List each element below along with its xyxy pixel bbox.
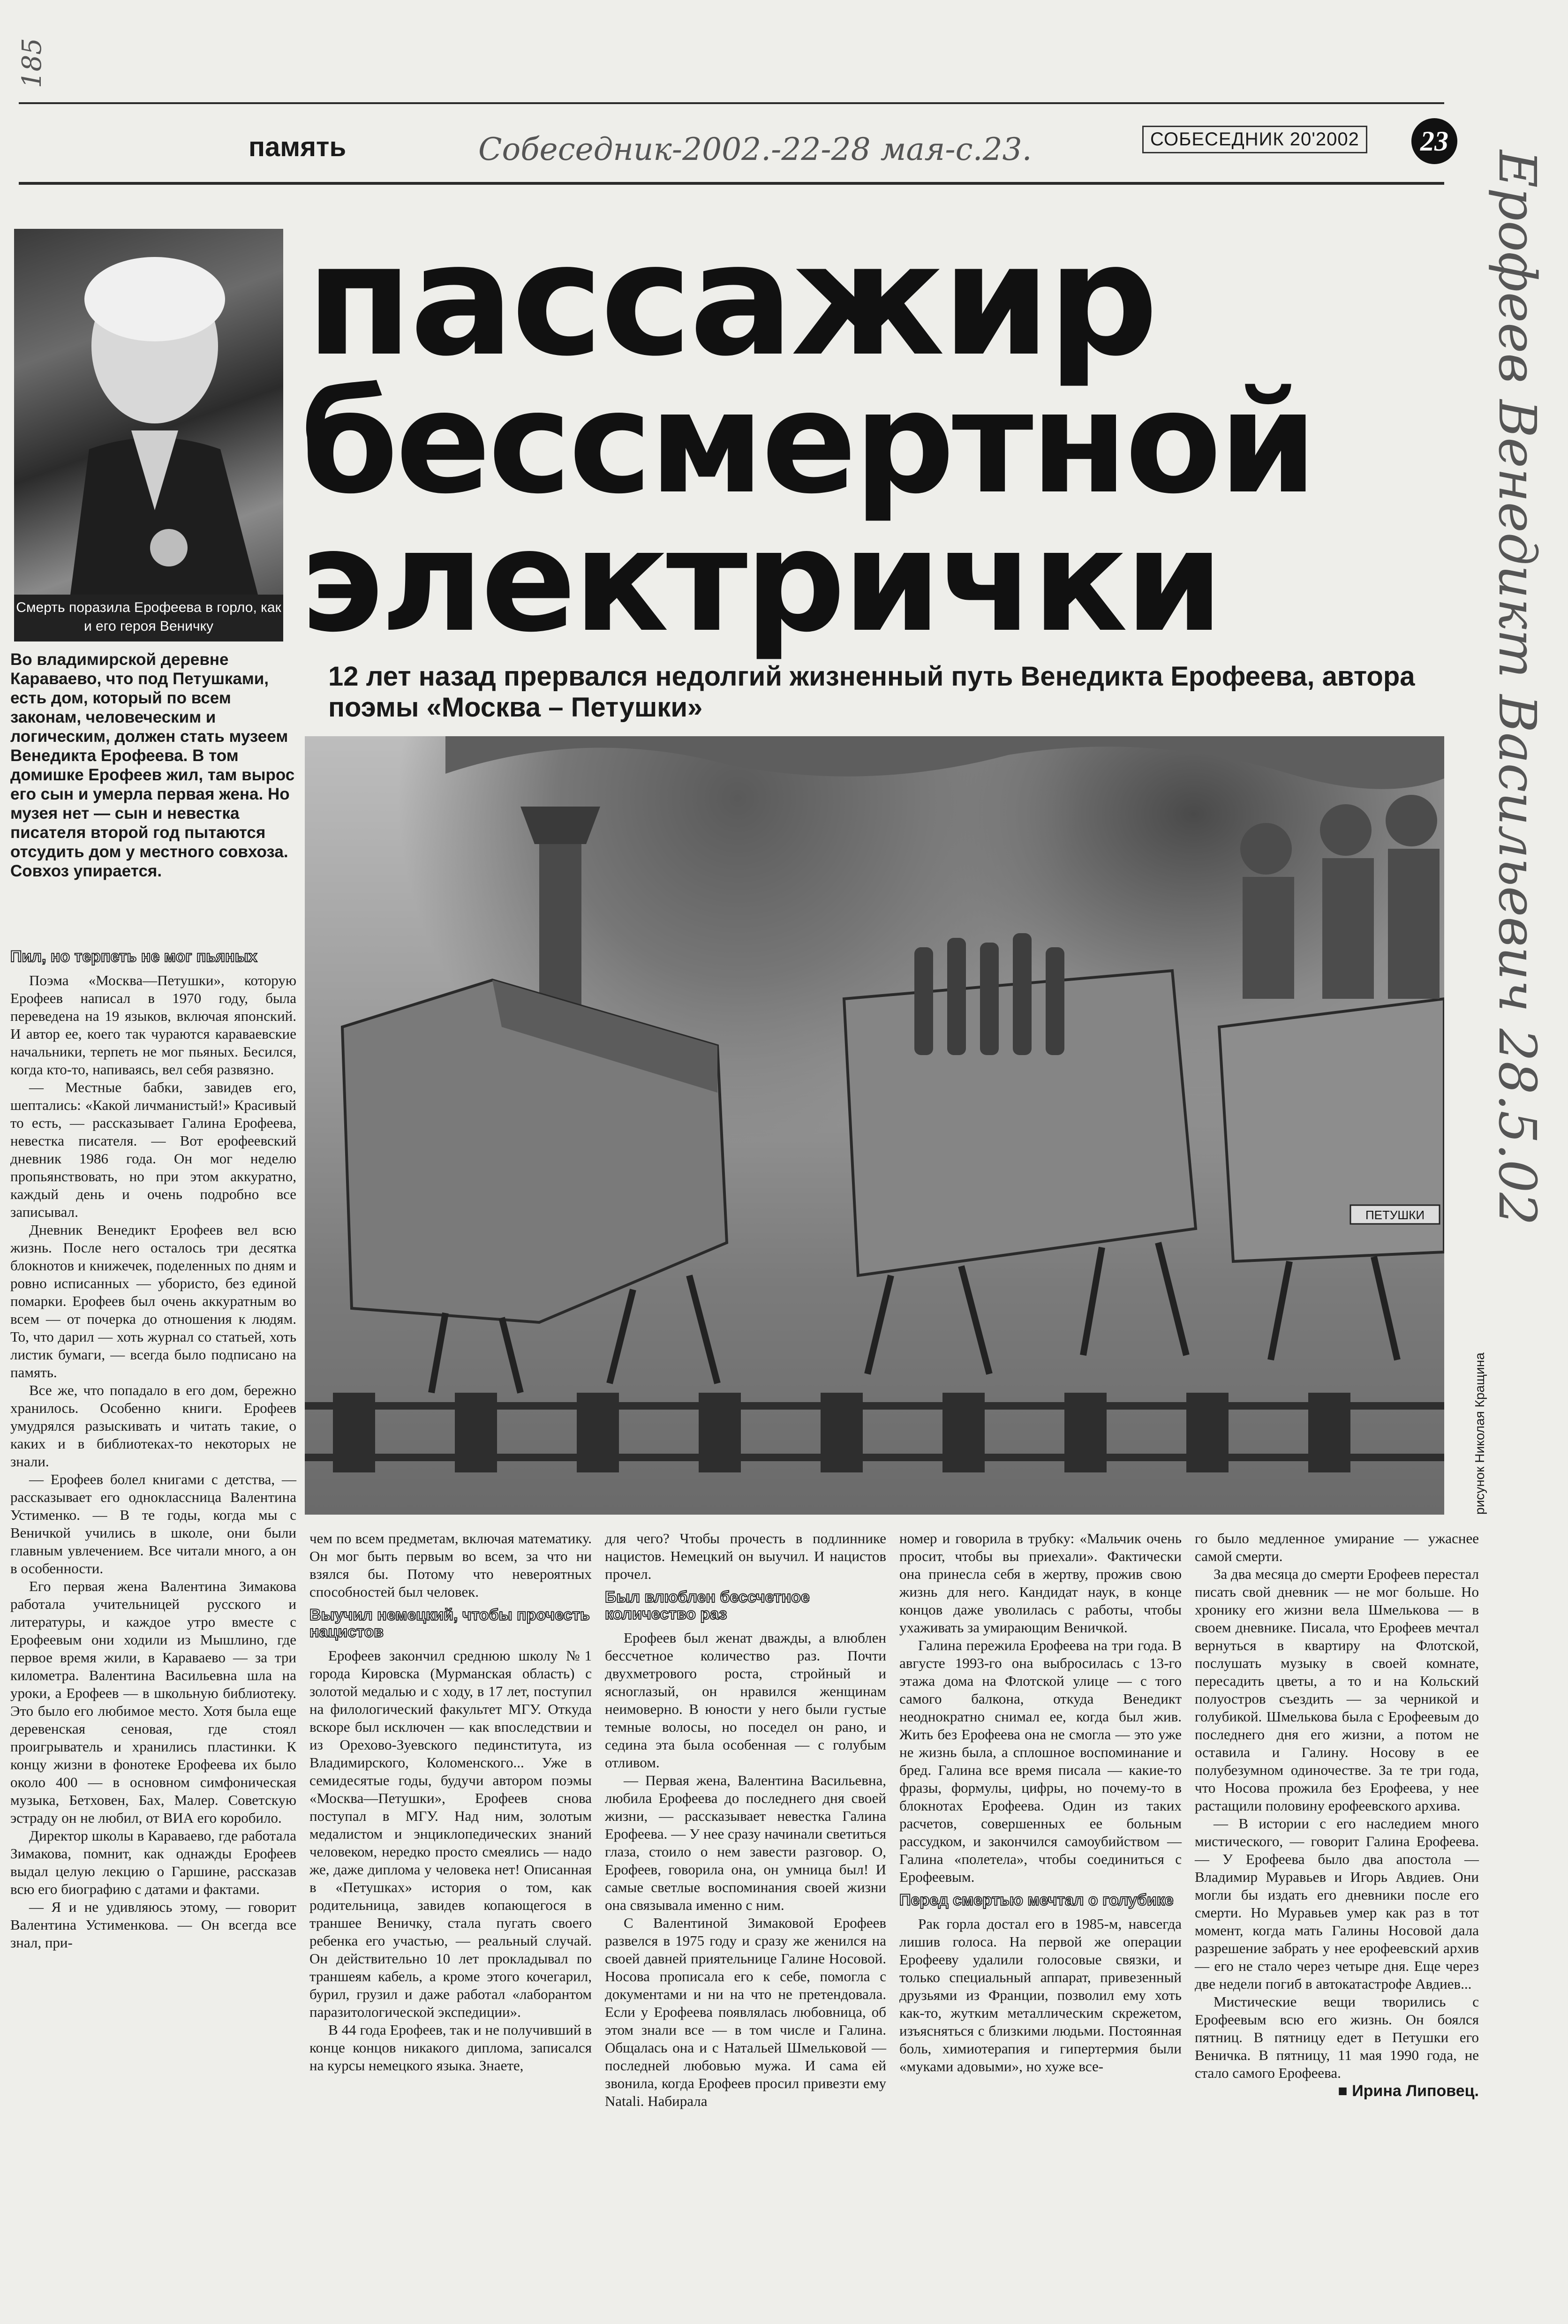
paragraph: — В истории с его наследием много мистического, — говорит Галина Ерофеева. — У Ерофеева было два апостола — Владимир Муравьев и Игорь Авдиев. Они могли бы издать его дневники после его смерти. Но Муравьев умер как раз в тот момент, когда мать Галины Носовой дала разрешение забрать у нее ерофеевский архив — его не стало через четыре дня. Еще через две недели погиб в автокатастрофе Авдиев... [1195,1815,1479,1992]
paragraph: Мистические вещи творились с Ерофеевым всю его жизнь. Он боялся пятниц. В пятницу едет в Петушки его Веничка. В пятницу, 11 мая 1990 года, не стало самого Ерофеева. [1195,1993,1479,2081]
lead-paragraph: Во владимирской деревне Караваево, что под Петушками, есть дом, который по всем законам, человеческим и логическим, должен стать музеем Венедикта Ерофеева. В том домишке Ерофеев жил, там вырос его сын и умерла первая жена. Но музея нет — сын и невестка писателя второй год пытаются отсудить дом у местного совхоза. Совхоз упирается. [10,650,295,880]
right-margin-note: Ерофеев Венедикт Васильевич 28.5.02 [1487,150,1547,1226]
headline-line-3: электрички [300,499,1221,663]
paragraph: Его первая жена Валентина Зимакова работала учительницей русского и литературы, и каждое утро вместе с Ерофеевым они ходили из Мышлино, где первое время жили, в Караваево — за три километра. Валентина Васильевна шла на уроки, а Ерофеев — в школьную библиотеку. Это было его любимое место. Хотя была еще деревенская сеновая, где стоял проигрыватель и хранились пластинки. К концу жизни в фонотеке Ерофеева их было около 400 — в основном симфоническая музыка, Бетховен, Бах, Малер. Советскую эстраду он не любил, от ВИА его коробило. [10,1578,296,1826]
headline-line-1: пассажир [306,210,1156,390]
paragraph: Галина пережила Ерофеева на три года. В августе 1993-го она выбросилась с 13-го этажа дома на Флотской улице — с того самого балкона, откуда Венедикт неоднократно снимал ее, когда был жив. Жить без Ерофеева она не смогла — это уже не жизнь была, а сплошное воспоминание и бред. Галина все время писала — какие-то фразы, формулы, цифры, но почему-то в блокнотах Ерофеева. Один из таких расчетов, совершенных ее больным рассудком, и закончился самоубийством — Галина «полетела», чтобы соединиться с Ерофеевым. [899,1637,1182,1885]
column-3 [605,1530,886,2110]
column-1 [10,943,296,1952]
paragraph: чем по всем предметам, включая математику. Он мог быть первым во всем, за что ни взялся бы. Потому что невероятных способностей был человек. [309,1530,592,1600]
paragraph: За два месяца до смерти Ерофеев перестал писать свой дневник — не мог больше. Но хронику его жизни вела Шмелькова — в своем дневнике. Писала, что Ерофеев мечтал вернуться в квартиру на Флотской, послушать музыку в своей комнате, пересадить цветы, а то и на Кольский полуостров съездить — за черникой и голубикой. Шмелькова была с Ерофеевым до последнего дня его жизни, а потом не оставила и Галину. Носову в ее полубезумном одиночестве. За те три года, что Носова прожила без Ерофеева, у нее растащили половину ерофеевского архива. [1195,1566,1479,1814]
paragraph: В 44 года Ерофеев, так и не получивший в конце концов никакого диплома, записался на курсы немецкого языка. Знаете, [309,2022,592,2074]
paragraph: — Ерофеев болел книгами с детства, — рассказывает его одноклассница Валентина Устименко. — В те годы, когда мы с Веничкой учились в школе, они были главным увлечением. Все читали много, а он в особенности. [10,1471,296,1577]
column-4-subhead: Перед смертью мечтал о голубике [899,1891,1174,1909]
photo-caption: Смерть поразила Ерофеева в горло, как и его героя Веничку [14,595,283,641]
paragraph: С Валентиной Зимаковой Ерофеев развелся в 1975 году и сразу же женился на своей давней приятельнице Галине Носовой. Носова прописала его к себе, помогла с документами и ни на что не претендовала. Если у Ерофеева появлялась любовница, об этом знали все — в том числе и Галина. Общалась она и с Натальей Шмельковой — последней любовью мужа. И сама ей звонила, когда Ерофеев просил привезти ему Natali. Набирала [605,1915,886,2109]
paragraph: Поэма «Москва—Петушки», которую Ерофеев написал в 1970 году, была переведена на 19 языков, включая японский. И автор ее, коего так чураются караваевские начальники, терпеть не мог пьяных. Бесился, когда кто-то, напиваясь, вел себя развязно. [10,972,296,1078]
paragraph: Ерофеев закончил среднюю школу №1 города Кировска (Мурманская область) с золотой медалью и с ходу, в 17 лет, поступил на филологический факультет МГУ. Откуда вскоре был исключен — как впоследствии и из Орехово-Зуевского пединститута, из Владимирского, Коломенского... Уже в семидесятые годы, будучи автором поэмы «Москва—Петушки», Ерофеев снова поступал в МГУ. Над ним, золотым медалистом и энциклопедических знаний человеком, нередко просто смеялись — надо же, даже диплома у человека нет! Описанная в «Петушках» история о том, как родительница, завидев копающегося в траншее Веничку, стала пугать своего ребенка его участью, — реальный случай. Он действительно 10 лет прокладывал по траншеям кабель, а кроме этого кочегарил, бурил, грузил и даже работал «лаборантом паразитологической экспедиции». [309,1647,592,2020]
paragraph: Рак горла достал его в 1985-м, навсегда лишив голоса. На первой же операции Ерофееву удалили голосовые связки, и только специальный аппарат, привезенный друзьями из Франции, позволил ему хоть как-то, жутким металлическим скрежетом, изъясняться с близкими людьми. Постоянная боль, химиотерапия и гипертермия были «муками адовыми», но хуже все- [899,1916,1182,2075]
paragraph: — Местные бабки, завидев его, шептались: «Какой личманистый!» Красивый то есть, — рассказывает Галина Ерофеева, невестка писателя. — Вот ерофеевский дневник 1986 года. Он мог неделю пропьянствовать, но при этом аккуратно, каждый день и очень подробно все записывал. [10,1079,296,1220]
train-drawing [305,736,1444,1515]
column-3-subhead: Был влюблен бессчетное количество раз [605,1588,810,1623]
paragraph: для чего? Чтобы прочесть в подлиннике нацистов. Немецкий он выучил. И нацистов прочел. [605,1530,886,1582]
subtitle: 12 лет назад прервался недолгий жизненный путь Венедикта Ерофеева, автора поэмы «Москва – Петушки» [328,661,1415,723]
headline-line-2: бессмертной [300,361,1315,525]
section-label: память [249,132,347,162]
column-1-subhead: Пил, но терпеть не мог пьяных [10,948,257,966]
paragraph: — Первая жена, Валентина Васильевна, любила Ерофеева до последнего дня своей жизни, — рассказывает невестка Галина Ерофеева. — У нее сразу начинали светиться глаза, стоило о нем завести разговор. О, Ерофеев, говорила она, он умница был! И самые светлые воспоминания своей жизни она связывала именно с ним. [605,1772,886,1913]
handwritten-citation: Собеседник-2002.-22-28 мая-с.23. [478,131,1032,167]
header-bottom-rule [19,182,1444,185]
header-top-rule [19,102,1444,104]
paragraph: го было медленное умирание — ужаснее самой смерти. [1195,1530,1479,1564]
illustration-credit: рисунок Николая Кращина [1472,1352,1487,1515]
portrait-figure [14,229,283,595]
paragraph: Директор школы в Караваево, где работала Зимакова, помнит, как однажды Ерофеев выдал целую лекцию о Гаршине, рассказав всю его биографию с датами и фактами. [10,1827,296,1897]
paragraph: номер и говорила в трубку: «Мальчик очень просит, чтобы вы приехали». Фактически она принесла себя в жертву, прожив свою жизнь для него. Кандидат наук, в конце концов даже уволилась с работы, чтобы ухаживать за умирающим Веничкой. [899,1530,1182,1636]
author-photo [14,229,283,595]
paragraph: Все же, что попадало в его дом, бережно хранилось. Особенно книги. Ерофеев умудрялся разыскивать и читать такие, о каких и в библиотеках-то некоторых не знали. [10,1382,296,1470]
paragraph: Дневник Венедикт Ерофеев вел всю жизнь. После него осталось три десятка блокнотов и книжечек, поделенных по дням и ровно исписанных — убористо, без единой помарки. Ерофеев был очень аккуратным во всем — от почерка до отношения к людям. То, что дарил — хоть журнал со статьей, хоть листик бумаги, — всегда было подписано на память. [10,1222,296,1381]
column-4 [899,1530,1182,2075]
publication-name: СОБЕСЕДНИК 20'2002 [1142,126,1367,153]
column-2-subhead: Выучил немецкий, чтобы прочесть нацистов [309,1606,590,1641]
column-2 [309,1530,592,2075]
paragraph: Ерофеев был женат дважды, а влюблен бессчетное количество раз. Почти двухметрового роста, стройный и ясноглазый, он нравился женщинам неимоверно. В юности у него были густые темные волосы, но поседел он рано, и седина эта была особенная — с голубым отливом. [605,1630,886,1771]
author-signature: ■ Ирина Липовец. [1338,2082,1479,2100]
paragraph: — Я и не удивляюсь этому, — говорит Валентина Устименкова. — Он всегда все знал, при- [10,1899,296,1951]
page-number-badge: 23 [1411,118,1457,164]
train-illustration [305,736,1444,1515]
illustration-sign: ПЕТУШКИ [1365,1208,1425,1222]
left-margin-note: 185 [17,38,47,88]
column-5 [1195,1530,1479,2100]
